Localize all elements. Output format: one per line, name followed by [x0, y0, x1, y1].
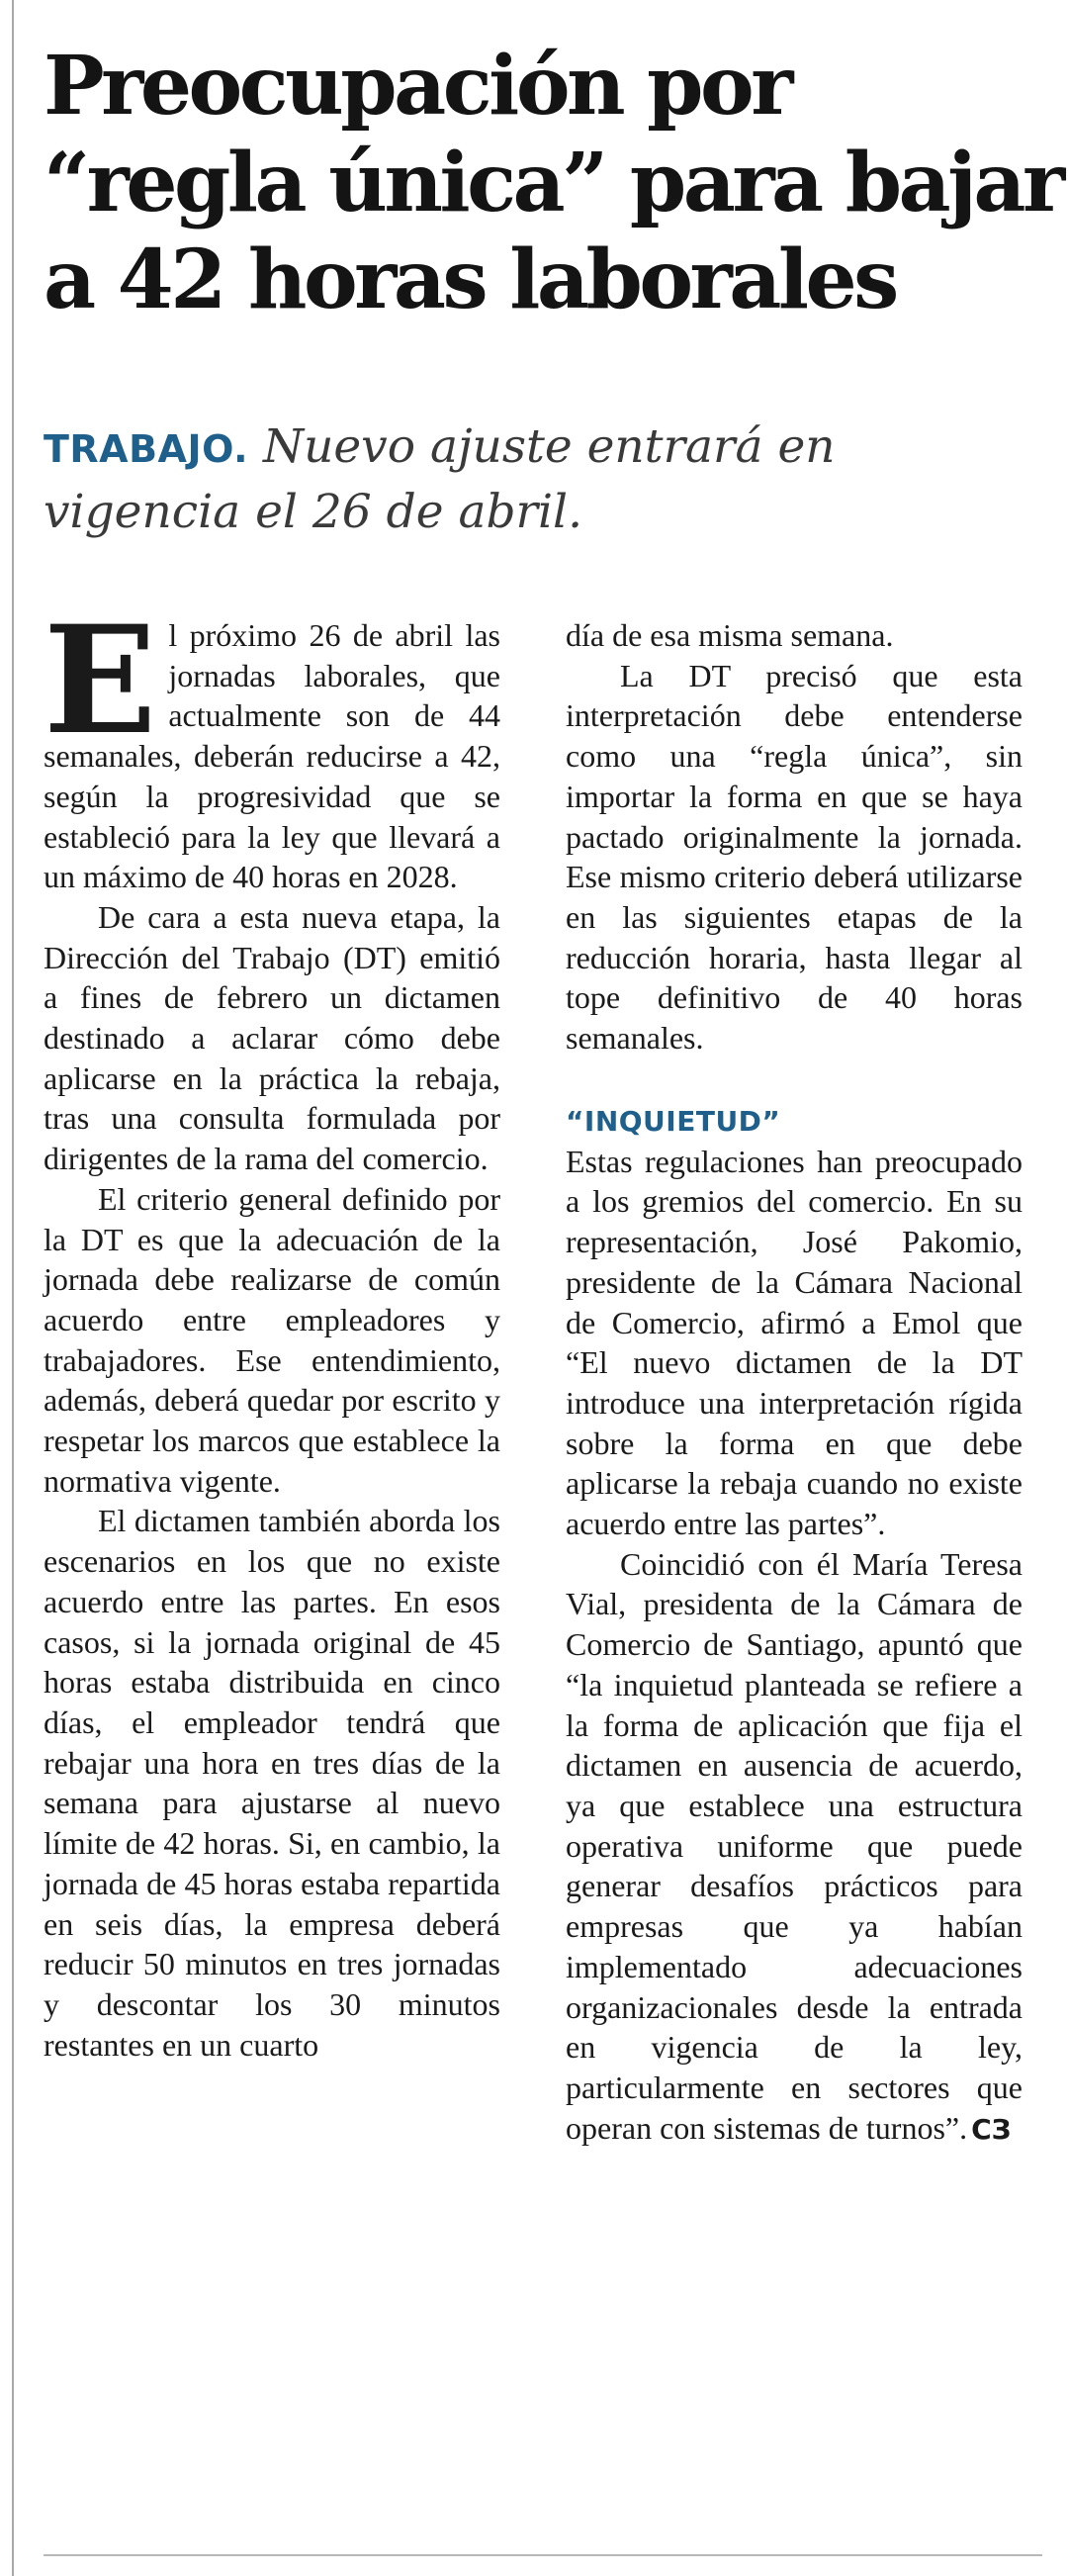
body-paragraph-7	[566, 1544, 1023, 2151]
body-paragraph-6: Estas regulaciones han preocupado a los gremios del comercio. En su representación, José Pakomio, presidente de la Cámara Nacional de Comercio, afirmó a Emol que “El nuevo dictamen de la DT introduce una interpretación rígida sobre la forma en que debe aplicarse la rebaja cuando no existe acuerdo entre las partes”.	[566, 1143, 1023, 1542]
headline-line-1: Preocupación por	[44, 39, 790, 134]
bottom-rule	[44, 2554, 1042, 2556]
deck-text: Nuevo ajuste entrará en vigencia el 26 de abril.	[44, 419, 836, 539]
body-column-right	[566, 615, 1023, 2150]
deck	[44, 415, 1042, 544]
body-paragraph-2: De cara a esta nueva etapa, la Dirección del Trabajo (DT) emitió a fines de febrero un dictamen destinado a aclarar cómo debe aplicarse en la práctica la rebaja, tras una consulta formulada por dirigentes de la rama del comercio.	[44, 898, 500, 1177]
body-paragraph-4-continued: día de esa misma semana.	[566, 617, 894, 653]
headline-line-2: “regla única” para bajar	[44, 136, 1062, 230]
headline-line-3: a 42 horas laborales	[44, 232, 896, 327]
left-column-rule	[12, 0, 14, 2576]
body-paragraph-5: La DT precisó que esta interpretación debe entenderse como una “regla única”, sin importar la forma en que se haya pactado originalmente la jornada. Ese mismo criterio deberá utilizarse en las siguientes etapas de la reducción horaria, hasta llegar al tope definitivo de 40 horas semanales.	[566, 657, 1023, 1057]
section-kicker: TRABAJO.	[44, 427, 249, 471]
drop-cap: E	[44, 594, 157, 768]
body-paragraph-4: El dictamen también aborda los escenarios en los que no existe acuerdo entre las partes. En esos casos, si la jornada original de 45 horas estaba distribuida en cinco días, el empleador tendrá que rebajar una hora en tres días de la semana para ajustarse al nuevo límite de 42 horas. Si, en cambio, la jornada de 45 horas estaba repartida en seis días, la empresa deberá reducir 50 minutos en tres jornadas y descontar los 30 minutos restantes en un cuarto	[44, 1503, 500, 2063]
headline	[44, 38, 1062, 328]
body-column-left	[44, 594, 500, 2065]
body-paragraph-1	[44, 594, 500, 897]
body-paragraph-7-text: Coincidió con él María Teresa Vial, presidenta de la Cámara de Comercio de Santiago, apuntó que “la inquietud planteada se refiere a la forma de aplicación que fija el dictamen en ausencia de acuerdo, ya que establece una estructura operativa uniforme que puede generar desafíos prácticos para empresas que ya habían implementado adecuaciones organizacionales desde la entrada en vigencia de la ley, particularmente en sectores que operan con sistemas de turnos”.	[566, 1545, 1023, 2146]
body-paragraph-1-text: l próximo 26 de abril las jornadas laborales, que actualmente son de 44 semanales, deberán reducirse a 42, según la progresividad que se estableció para la ley que llevará a un máximo de 40 horas en 2028.	[44, 617, 500, 895]
body-paragraph-3: El criterio general definido por la DT es que la adecuación de la jornada debe realizarse de común acuerdo entre empleadores y trabajadores. Ese entendimiento, además, deberá quedar por escrito y respetar los marcos que establece la normativa vigente.	[44, 1180, 500, 1499]
end-of-article-mark: CЗ	[971, 2112, 1012, 2146]
subheading-inquietud: “INQUIETUD”	[566, 1104, 781, 1138]
